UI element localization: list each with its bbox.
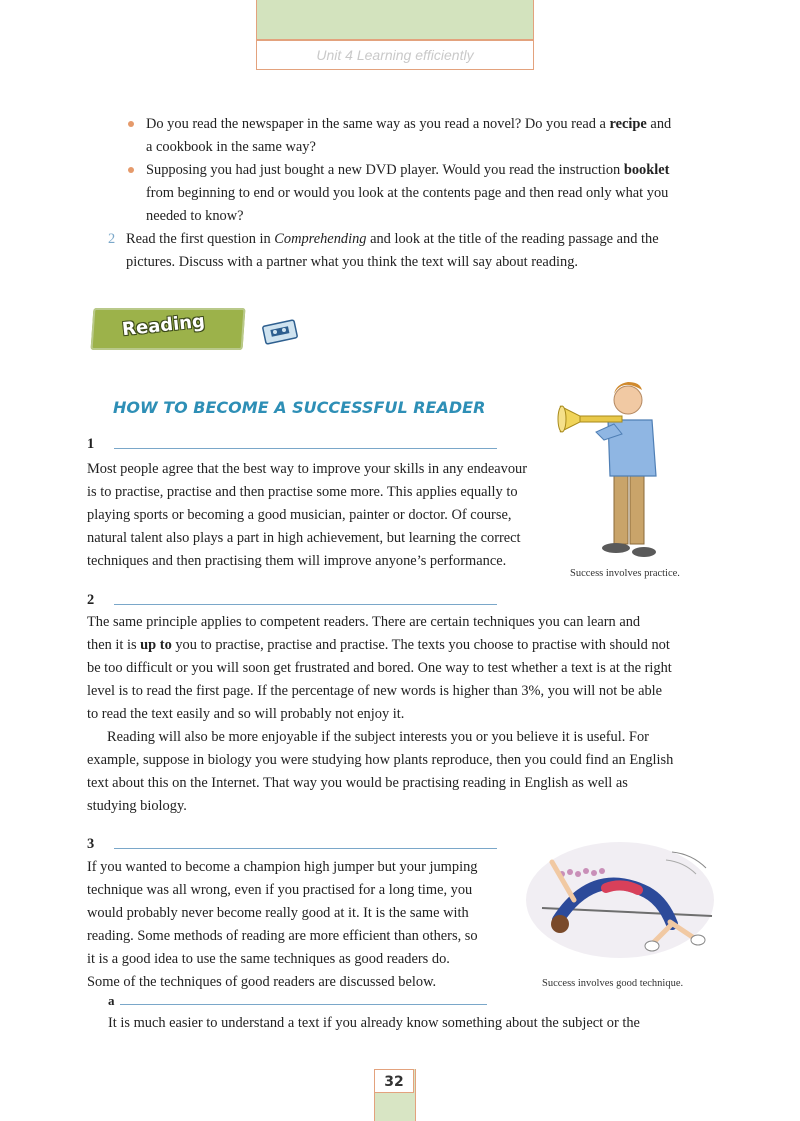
- paragraph-line: [87, 634, 705, 657]
- question-bullet-1: [146, 113, 716, 136]
- subsection-a-text: It is much easier to understand a text if you already know something about the subject or the: [108, 1015, 640, 1031]
- bullet-dot: [128, 167, 134, 173]
- unit-title: Unit 4 Learning efficiently: [256, 40, 534, 70]
- section-number-1: 1: [87, 436, 95, 452]
- keyword-booklet: booklet: [623, 162, 670, 178]
- paragraph-line: be too difficult or you will soon get frustrated and bored. One way to test whether a text is at the right: [87, 660, 672, 676]
- paragraph-line: natural talent also plays a part in high achievement, but learning the correct: [87, 530, 521, 546]
- high-jumper-illustration: [522, 838, 718, 973]
- paragraph-line: Some of the techniques of good readers are discussed below.: [87, 974, 437, 990]
- paragraph-line: The same principle applies to competent readers. There are certain techniques you can learn and: [87, 614, 641, 630]
- heading-blank-line: [120, 1004, 487, 1005]
- paragraph-line: would probably never become really good at it. It is the same with: [87, 905, 469, 921]
- text-span: you to practise, practise and practise. The texts you choose to practise with should not: [171, 637, 670, 653]
- text-span: then it is: [87, 637, 141, 653]
- paragraph-line: example, suppose in biology you were studying how plants reproduce, then you could find an English: [87, 752, 674, 768]
- question-bullet-2: [146, 159, 716, 182]
- paragraph-line: to read the text easily and so will probably not enjoy it.: [87, 706, 405, 722]
- question-number-2: 2: [108, 231, 116, 247]
- paragraph-line: text about this on the Internet. That way you would be practising reading in English as well as: [87, 775, 628, 791]
- question-bullet-2-line3: needed to know?: [146, 208, 244, 224]
- header-decor-band: [256, 0, 534, 40]
- section-number-2: 2: [87, 592, 95, 608]
- article-title: HOW TO BECOME A SUCCESSFUL READER: [113, 398, 486, 417]
- question-text: and: [646, 116, 672, 132]
- section-1-paragraph: [87, 458, 547, 573]
- subsection-label-a: a: [108, 993, 115, 1008]
- question-text: Supposing you had just bought a new DVD player. Would you read the instruction: [146, 162, 624, 178]
- cassette-icon: [262, 318, 300, 351]
- paragraph-line: If you wanted to become a champion high jumper but your jumping: [87, 859, 478, 875]
- bullet-dot: [128, 121, 134, 127]
- reading-banner-label: Reading: [121, 310, 206, 341]
- paragraph-line: reading. Some methods of reading are more efficient than others, so: [87, 928, 478, 944]
- question-2: [126, 228, 716, 251]
- heading-blank-line: [114, 448, 497, 449]
- paragraph-line: it is a good idea to use the same techniques as good readers do.: [87, 951, 450, 967]
- paragraph-line: technique was all wrong, even if you practised for a long time, you: [87, 882, 473, 898]
- question-2-line2: pictures. Discuss with a partner what you think the text will say about reading.: [126, 254, 579, 270]
- paragraph-line: studying biology.: [87, 798, 187, 814]
- paragraph-line: techniques and then practising them will improve anyone’s performance.: [87, 553, 507, 569]
- heading-blank-line: [114, 848, 497, 849]
- keyword-recipe: recipe: [609, 116, 647, 132]
- question-text: Do you read the newspaper in the same way as you read a novel? Do you read a: [146, 116, 610, 132]
- paragraph-line: level is to read the first page. If the percentage of new words is higher than 3%, you will not be able: [87, 683, 663, 699]
- trumpet-player-illustration: [556, 372, 696, 569]
- section-3-paragraph: [87, 856, 503, 994]
- question-text: Read the first question in: [126, 231, 275, 247]
- keyword-up-to: up to: [140, 637, 172, 653]
- caption-practice: Success involves practice.: [570, 568, 680, 579]
- section-2-paragraph-1: [87, 611, 705, 726]
- question-text: and look at the title of the reading passage and the: [366, 231, 659, 247]
- page-number: 32: [374, 1069, 414, 1093]
- section-2-paragraph-2: [87, 726, 705, 818]
- paragraph-line: playing sports or becoming a good musician, painter or doctor. Of course,: [87, 507, 512, 523]
- paragraph-line: Most people agree that the best way to improve your skills in any endeavour: [87, 461, 528, 477]
- question-bullet-1-line2: a cookbook in the same way?: [146, 139, 316, 155]
- heading-blank-line: [114, 604, 497, 605]
- keyword-comprehending: Comprehending: [274, 231, 367, 247]
- paragraph-line: Reading will also be more enjoyable if the subject interests you or you believe it is useful. For: [107, 729, 649, 745]
- paragraph-line: is to practise, practise and then practise some more. This applies equally to: [87, 484, 518, 500]
- section-number-3: 3: [87, 836, 95, 852]
- question-bullet-2-line2: from beginning to end or would you look at the contents page and then read only what you: [146, 185, 669, 201]
- caption-technique: Success involves good technique.: [542, 978, 684, 989]
